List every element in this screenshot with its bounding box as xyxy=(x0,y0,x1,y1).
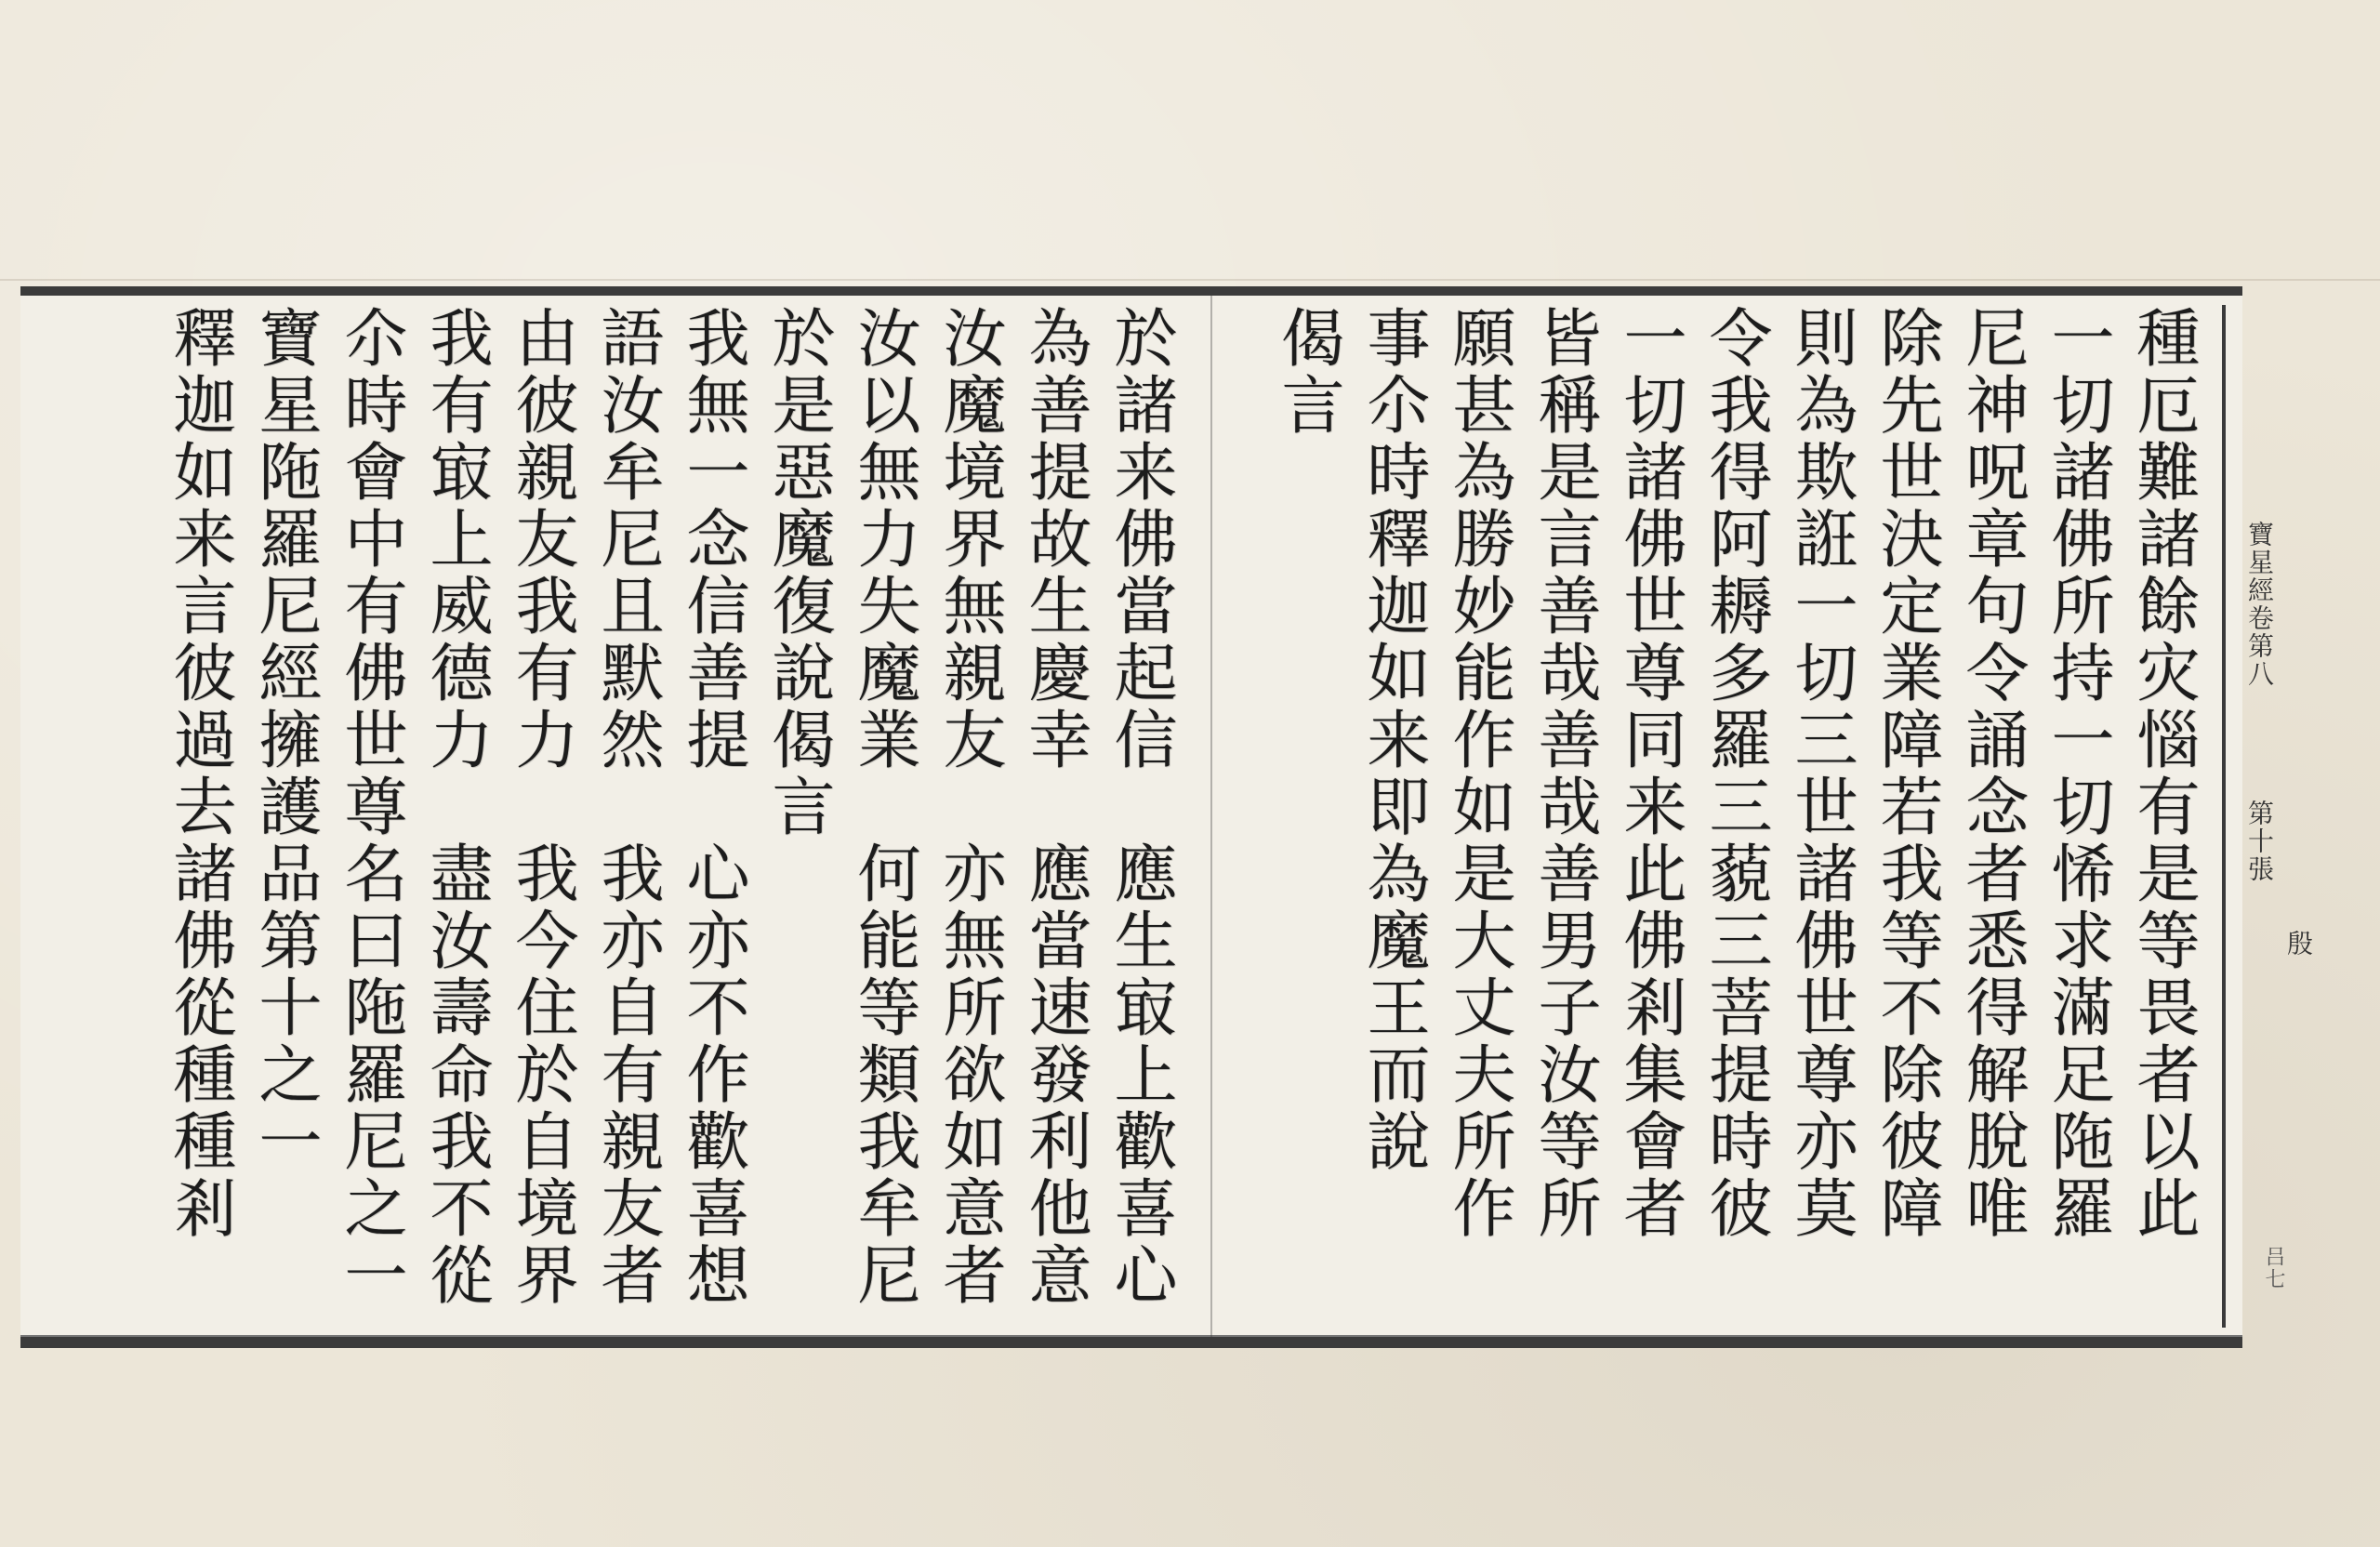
text-column-1: 種厄難諸餘灾惱有是等畏者以此 xyxy=(2126,305,2200,1242)
text-column-10: 事尒時釋迦如来即為魔王而說 xyxy=(1356,305,1430,1175)
text-column-18: 語汝牟尼且默然 我亦自有親友者 xyxy=(590,305,664,1309)
text-columns xyxy=(156,305,2205,1337)
text-column-23: 釋迦如来言彼過去諸佛從種種剎 xyxy=(163,305,236,1242)
margin-block-number: 吕七 xyxy=(2262,1246,2285,1290)
text-column-4: 除先世決定業障若我等不除彼障 xyxy=(1870,305,1943,1242)
text-column-9: 願甚為勝妙能作如是大丈夫所作 xyxy=(1442,305,1515,1242)
paper-fold-line xyxy=(0,279,2380,281)
text-column-14: 汝魔境界無親友 亦無所欲如意者 xyxy=(932,305,1006,1309)
margin-sheet-number: 第十張 xyxy=(2244,800,2275,883)
woodblock-print-area xyxy=(20,286,2242,1348)
text-column-22: 寶星陁羅尼經擁護品第十之一 xyxy=(248,305,322,1175)
text-column-8: 皆稱是言善哉善哉善男子汝等所 xyxy=(1527,305,1601,1242)
text-column-5: 則為欺誑一切三世諸佛世尊亦莫 xyxy=(1784,305,1858,1242)
text-column-19: 由彼親友我有力 我今住於自境界 xyxy=(505,305,578,1309)
text-column-6: 令我得阿耨多羅三藐三菩提時彼 xyxy=(1699,305,1772,1242)
text-column-16: 於是惡魔復說偈言 xyxy=(761,305,835,840)
text-column-7: 一切諸佛世尊同来此佛剎集會者 xyxy=(1613,305,1686,1242)
text-column-11: 偈言 xyxy=(1271,305,1344,439)
text-column-17: 我無一念信善提 心亦不作歡喜想 xyxy=(676,305,749,1309)
text-column-13: 為善提故生慶幸 應當速發利他意 xyxy=(1018,305,1091,1309)
text-column-20: 我有㝡上威德力 盡汝壽命我不從 xyxy=(419,305,493,1309)
text-column-21: 尒時會中有佛世尊名曰陁羅尼之一 xyxy=(334,305,407,1309)
margin-carver-mark: 殷 xyxy=(2283,930,2314,958)
text-column-15: 汝以無力失魔業 何能等類我牟尼 xyxy=(847,305,920,1309)
text-column-2: 一切諸佛所持一切悕求滿足陁羅 xyxy=(2041,305,2114,1242)
margin-sutra-title: 寶星經卷第八 xyxy=(2244,521,2275,688)
text-column-3: 尼神呪章句令誦念者悉得解脫唯 xyxy=(1955,305,2029,1242)
text-column-12: 於諸来佛當起信 應生㝡上歡喜心 xyxy=(1104,305,1177,1309)
